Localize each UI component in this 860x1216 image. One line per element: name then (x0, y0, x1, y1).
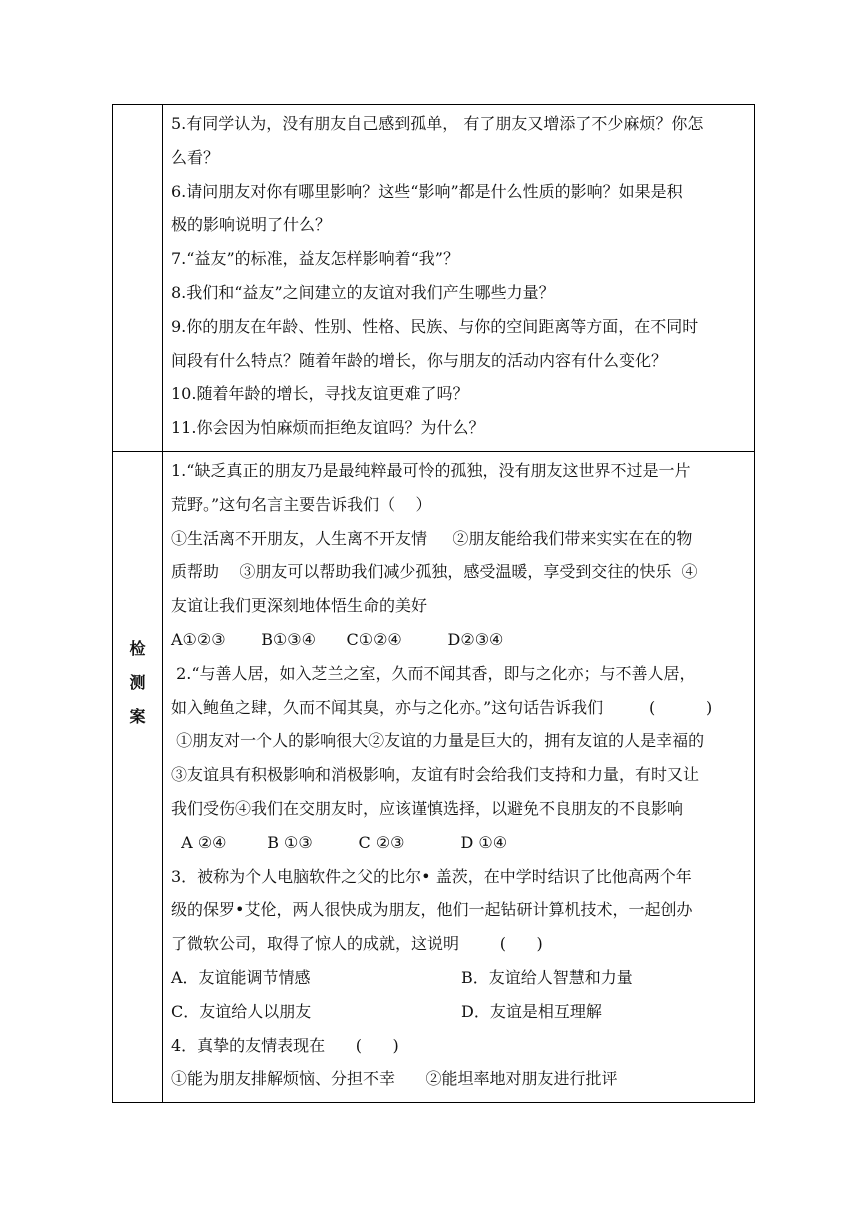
question-line: 极的影响说明了什么？ (171, 215, 332, 235)
test-line: 如入鲍鱼之肆，久而不闻其臭，亦与之化亦。”这句话告诉我们 ( ) (171, 697, 713, 717)
test-line: 4．真挚的友情表现在 ( ) (171, 1035, 399, 1055)
question-line: 9.你的朋友在年龄、性别、性格、民族、与你的空间距离等方面，在不同时 (171, 316, 699, 336)
test-line: 质帮助 ③朋友可以帮助我们减少孤独，感受温暖，享受到交往的快乐 ④ (171, 562, 698, 582)
option-row (171, 995, 748, 1029)
label-char: 案 (129, 706, 146, 726)
questions-label-cell (113, 105, 163, 452)
question-line: 间段有什么特点？随着年龄的增长，你与朋友的活动内容有什么变化？ (171, 350, 668, 370)
option-b: B．友谊给人智慧和力量 (460, 967, 633, 987)
test-line: 级的保罗•艾伦，两人很快成为朋友，他们一起钻研计算机技术，一起创办 (171, 900, 693, 920)
question-line: 么看？ (171, 147, 220, 167)
test-line: 荒野。”这句名言主要告诉我们（ ） (171, 494, 432, 514)
label-char: 检 (129, 638, 146, 658)
worksheet-table (112, 104, 755, 1103)
answer-choices-line: A ②④ B ①③ C ②③ D ①④ (171, 832, 508, 852)
test-line: ①能为朋友排解烦恼、分担不幸 ②能坦率地对朋友进行批评 (171, 1069, 618, 1089)
test-line: 了微软公司，取得了惊人的成就，这说明 ( ) (171, 934, 543, 954)
test-label-cell (113, 451, 163, 1102)
test-line: 友谊让我们更深刻地体悟生命的美好 (171, 596, 428, 616)
question-line: 7.“益友”的标准，益友怎样影响着“我”？ (171, 249, 459, 269)
test-line: ①朋友对一个人的影响很大②友谊的力量是巨大的，拥有友谊的人是幸福的 (171, 731, 705, 751)
test-line: 3．被称为个人电脑软件之父的比尔• 盖茨，在中学时结识了比他高两个年 (171, 866, 692, 886)
questions-row (113, 105, 755, 452)
test-text (163, 452, 754, 1102)
test-line: 2.“与善人居，如入芝兰之室，久而不闻其香，即与之化亦；与不善人居， (171, 663, 696, 683)
option-d: D．友谊是相互理解 (460, 1001, 602, 1021)
questions-text (163, 105, 754, 451)
question-line: 10.随着年龄的增长，寻找友谊更难了吗？ (171, 384, 469, 404)
answer-choices-line: A①②③ B①③④ C①②④ D②③④ (171, 629, 504, 649)
label-char: 测 (129, 672, 146, 692)
option-row (171, 961, 748, 995)
question-line: 5.有同学认为，没有朋友自己感到孤单， 有了朋友又增添了不少麻烦？你怎 (171, 114, 704, 133)
questions-content-cell (163, 105, 755, 452)
question-line: 6.请问朋友对你有哪里影响？这些“影响”都是什么性质的影响？如果是积 (171, 181, 683, 201)
test-content-cell (163, 451, 755, 1102)
option-a: A．友谊能调节情感 (171, 967, 311, 987)
option-c: C．友谊给人以朋友 (171, 1001, 312, 1021)
test-line: ③友谊具有积极影响和消极影响，友谊有时会给我们支持和力量，有时又让 (171, 765, 700, 785)
test-line: ①生活离不开朋友，人生离不开友情 ②朋友能给我们带来实实在在的物 (171, 528, 693, 548)
test-row (113, 451, 755, 1102)
question-line: 8.我们和“益友”之间建立的友谊对我们产生哪些力量？ (171, 282, 555, 302)
test-section-label (113, 632, 162, 733)
test-line: 我们受伤④我们在交朋友时，应该谨慎选择，以避免不良朋友的不良影响 (171, 798, 684, 818)
test-line: 1.“缺乏真正的朋友乃是最纯粹最可怜的孤独，没有朋友这世界不过是一片 (171, 460, 691, 480)
question-line: 11.你会因为怕麻烦而拒绝友谊吗？为什么？ (171, 418, 485, 438)
